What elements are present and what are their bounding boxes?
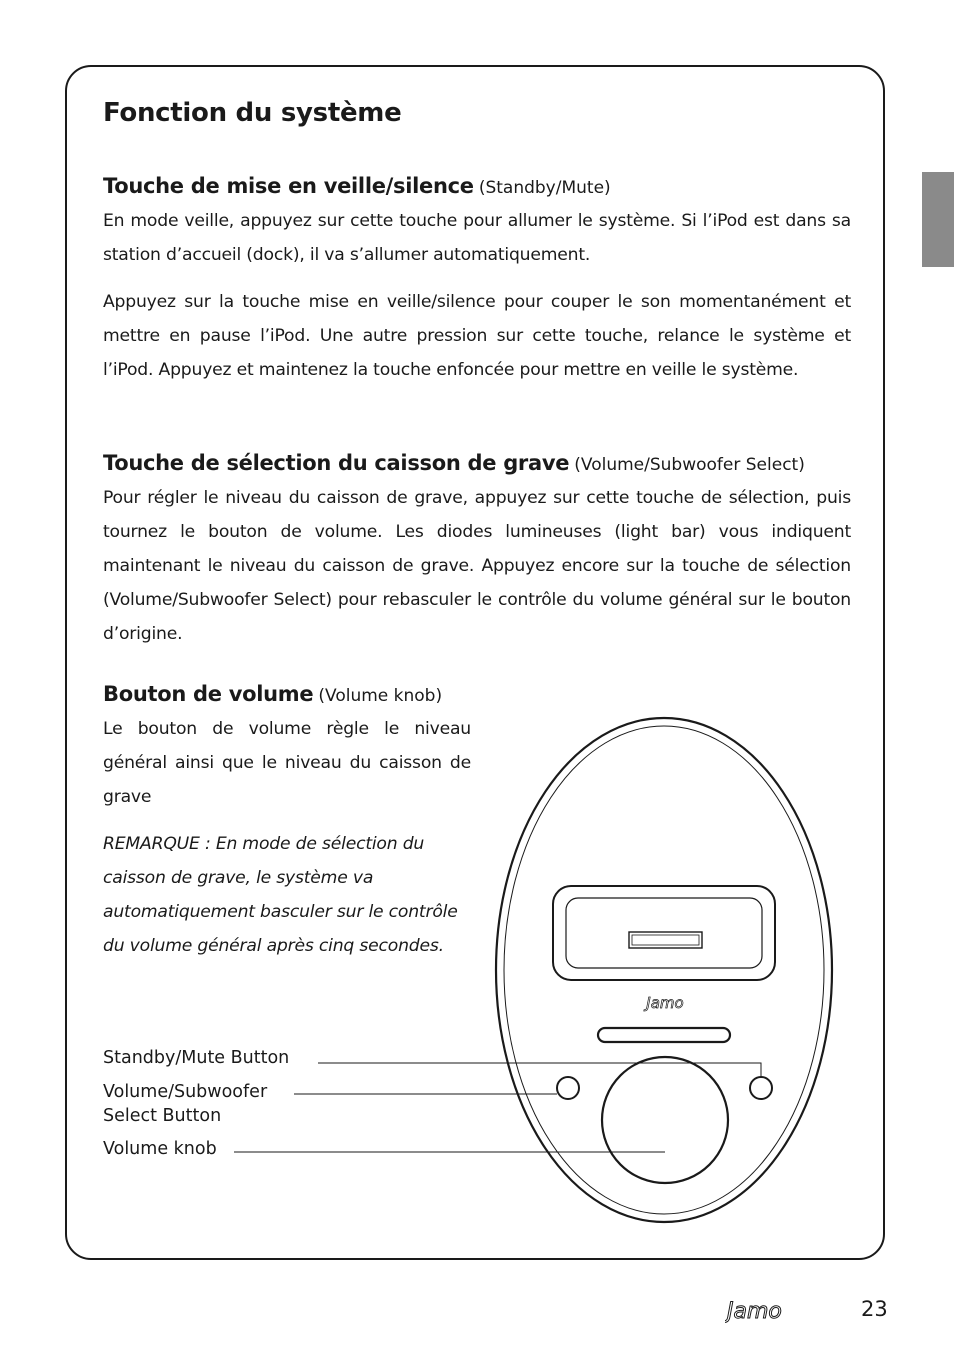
device-body-outline xyxy=(496,718,832,1222)
paragraph: Appuyez sur la touche mise en veille/silence pour couper le son momentanément et mettre en pause l’iPod. Une autre pression sur cette touche, relance le système et l’iPod. Appuyez et maintenez la touche enfoncée pour mettre en veille le système. xyxy=(103,292,851,380)
callout-standby: Standby/Mute Button xyxy=(103,1048,290,1068)
callout-subwoofer-line1: Volume/Subwoofer xyxy=(103,1082,268,1102)
volume-knob xyxy=(602,1057,728,1183)
callout-subwoofer xyxy=(103,1080,267,1128)
section-subtitle: (Standby/Mute) xyxy=(478,178,611,198)
jamo-logo xyxy=(725,1296,831,1324)
light-bar xyxy=(598,1028,730,1042)
callout-subwoofer-line2: Select Button xyxy=(103,1106,222,1126)
page-title: Fonction du système xyxy=(103,98,402,128)
device-body-inner-outline xyxy=(504,726,824,1214)
dock-connector-inner xyxy=(632,935,699,945)
callout-volume: Volume knob xyxy=(103,1139,217,1159)
section-subtitle: (Volume knob) xyxy=(318,686,443,706)
remark-note: REMARQUE : En mode de sélection du caisson de grave, le système va automatiquement basculer sur le contrôle du volume général après cinq secondes. xyxy=(103,834,458,956)
paragraph: En mode veille, appuyez sur cette touche pour allumer le système. Si l’iPod est dans sa station d’accueil (dock), il va s’allumer automatiquement. xyxy=(103,211,851,265)
section-title: Touche de sélection du caisson de grave xyxy=(103,451,570,475)
paragraph: Le bouton de volume règle le niveau général ainsi que le niveau du caisson de grave xyxy=(103,719,471,807)
ipod-dock xyxy=(553,886,775,980)
jamo-logo-text: Jamo xyxy=(727,1299,782,1324)
section-title: Touche de mise en veille/silence xyxy=(103,174,474,198)
paragraph: Pour régler le niveau du caisson de grave, appuyez sur cette touche de sélection, puis tournez le bouton de volume. Les diodes lumineuses (light bar) vous indiquent maintenant le niveau du caisson de grave. Appuyez encore sur la touche de sélection (Volume/Subwoofer Select) pour rebasculer le contrôle du volume général sur le bouton d’origine. xyxy=(103,488,851,644)
subwoofer-select-button xyxy=(557,1077,579,1099)
page-number: 23 xyxy=(861,1297,888,1321)
section-title: Bouton de volume xyxy=(103,682,314,706)
section-subtitle: (Volume/Subwoofer Select) xyxy=(574,455,805,475)
standby-mute-button xyxy=(750,1077,772,1099)
device-logo: Jamo xyxy=(646,994,684,1012)
ipod-dock-inner xyxy=(566,898,762,968)
dock-connector xyxy=(629,932,702,948)
